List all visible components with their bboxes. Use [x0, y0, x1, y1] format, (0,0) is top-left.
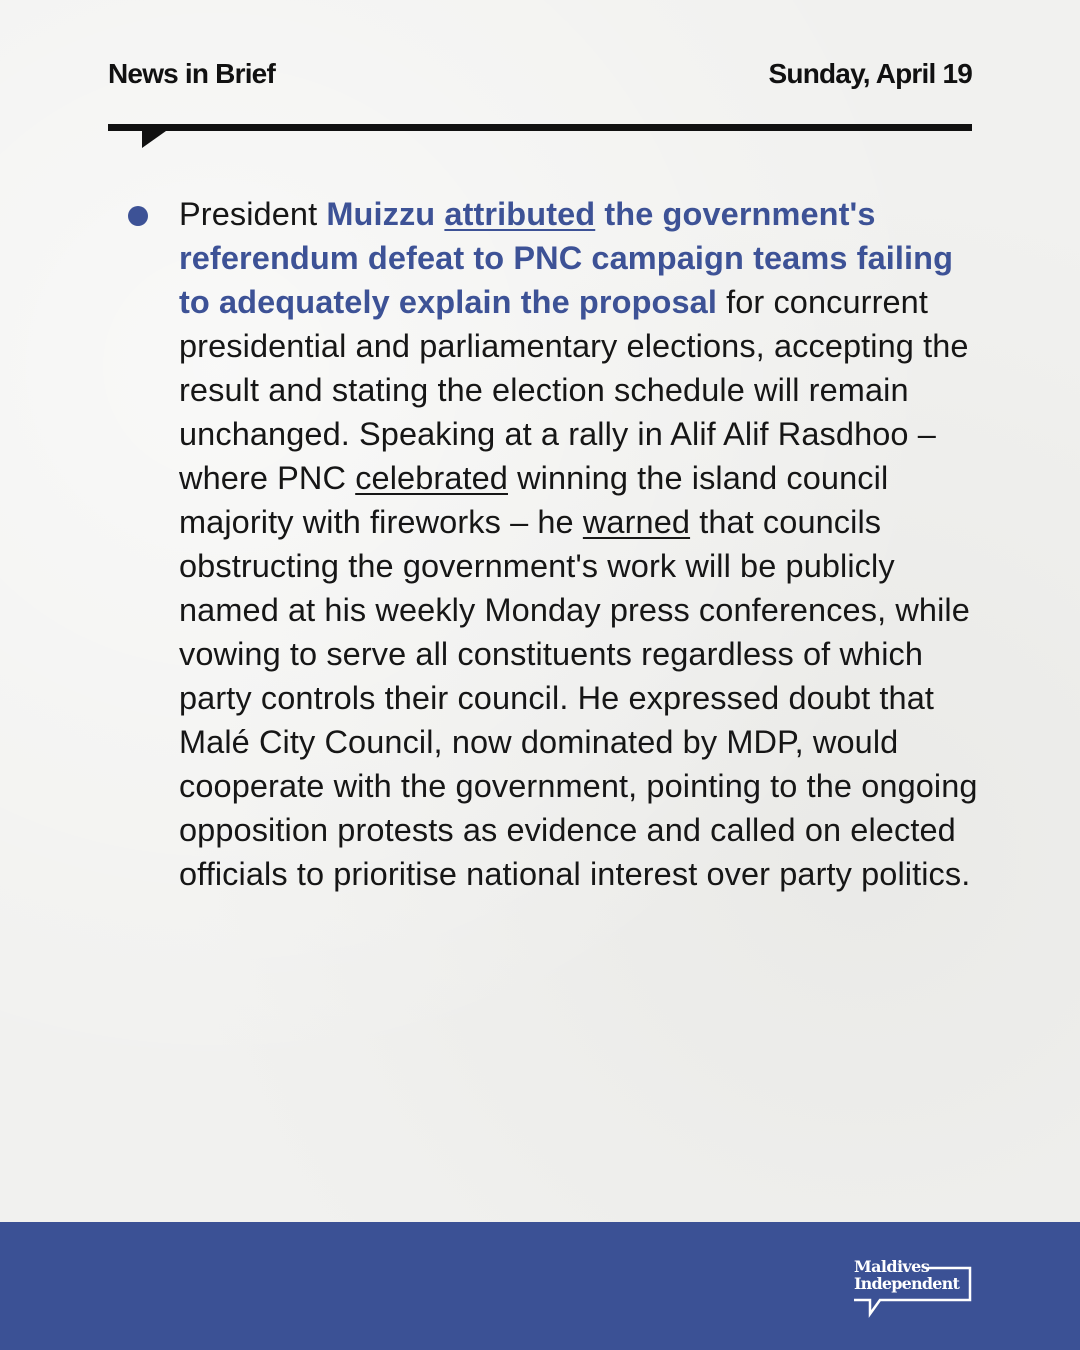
story-highlight-2: the government's referendum defeat to PNC campaign teams failing to adequately explain the proposal: [179, 196, 954, 320]
link-celebrated[interactable]: celebrated: [355, 460, 508, 496]
story-text-2: for concurrent presidential and parliamentary elections, accepting the result and stating the election schedule will remain unchanged. Speaking at a rally in Alif Alif Rasdhoo – where PNC: [179, 284, 969, 496]
header: [108, 58, 972, 98]
section-title: News in Brief: [108, 58, 275, 89]
brief-item: [128, 192, 978, 896]
link-attributed[interactable]: attributed: [444, 196, 596, 232]
logo-word-maldives: Maldives: [854, 1257, 930, 1276]
bullet-icon: [128, 206, 148, 226]
logo-word-independent: Independent: [854, 1274, 960, 1293]
story-highlight-1: Muizzu: [326, 196, 445, 232]
link-warned[interactable]: warned: [582, 504, 691, 540]
maldives-independent-logo: [852, 1258, 974, 1322]
story-text-3: winning the island council majority with fireworks – he: [179, 460, 889, 540]
story-text: [179, 192, 978, 896]
story-text-4: that councils obstructing the government's work will be publicly named at his weekly Monday press conferences, while vowing to serve all constituents regardless of which party controls their council. He expressed doubt that Malé City Council, now dominated by MDP, would cooperate with the government, pointing to the ongoing opposition protests as evidence and called on elected officials to prioritise national interest over party politics.: [179, 504, 978, 892]
date-label: Sunday, April 19: [768, 58, 972, 89]
story-text-1: President: [179, 196, 327, 232]
header-rule-speech-tail: [108, 124, 972, 154]
